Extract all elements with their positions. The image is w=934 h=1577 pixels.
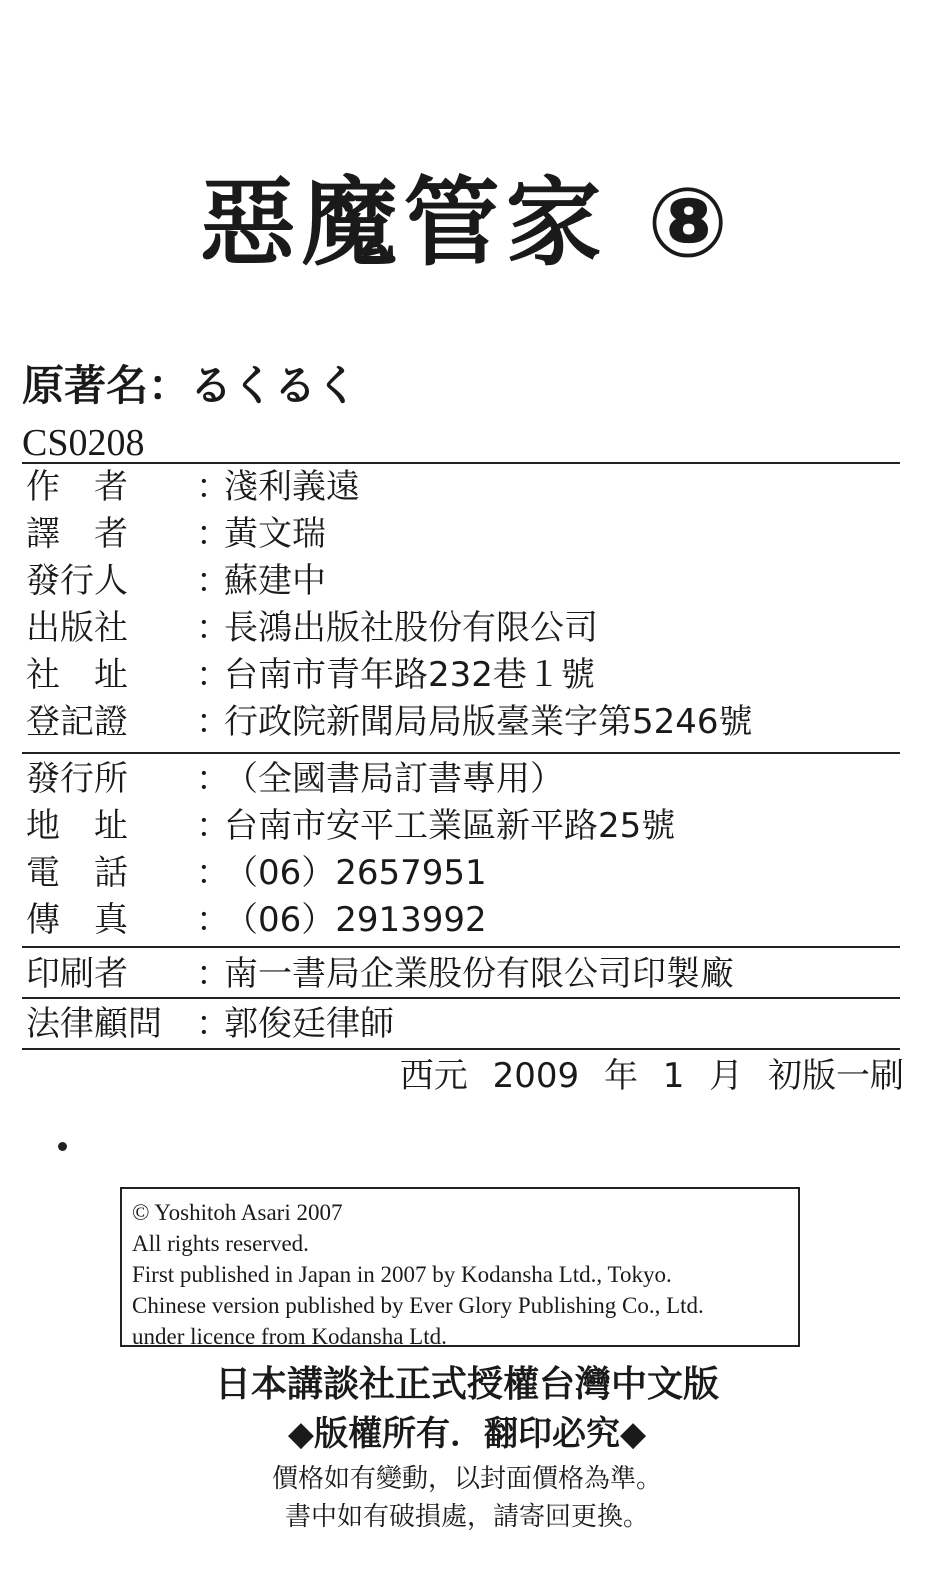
divider <box>22 1048 900 1050</box>
credit-key: 登記證 <box>26 702 128 742</box>
printer-value: 南一書局企業股份有限公司印製廠 <box>224 954 734 994</box>
copyright-line: © Yoshitoh Asari 2007 <box>132 1200 343 1225</box>
credit-row <box>26 511 906 558</box>
credit-value: 黃文瑞 <box>224 514 326 554</box>
copyright-line: All rights reserved. <box>132 1231 309 1256</box>
lawyer-key: 法律顧問 <box>26 1004 162 1044</box>
distribution-value: （06）2913992 <box>224 900 487 940</box>
authorization-notice: 日本講談社正式授權台灣中文版 <box>214 1364 719 1405</box>
distribution-row <box>26 803 906 850</box>
credit-row <box>26 652 906 699</box>
divider <box>22 997 900 999</box>
colon: ： <box>196 467 230 507</box>
credit-value: 行政院新聞局局版臺業字第5246號 <box>224 702 753 742</box>
printer-row <box>26 951 906 998</box>
distribution-row <box>26 850 906 897</box>
rights-notice: ◆版權所有．翻印必究◆ <box>287 1414 647 1454</box>
divider <box>22 946 900 948</box>
copyright-box <box>120 1187 800 1347</box>
credit-row <box>26 699 906 746</box>
colon: ： <box>196 806 230 846</box>
credit-row <box>26 558 906 605</box>
credit-key: 作 者 <box>26 467 128 507</box>
distribution-row <box>26 756 906 803</box>
printer-key: 印刷者 <box>26 954 128 994</box>
credits-block <box>26 464 906 746</box>
copyright-line: First published in Japan in 2007 by Kodansha Ltd., Tokyo. <box>132 1262 672 1287</box>
colon: ： <box>196 853 230 893</box>
colon: ： <box>196 655 230 695</box>
colon: ： <box>196 702 230 742</box>
credit-value: 淺利義遠 <box>224 467 360 507</box>
credit-row <box>26 605 906 652</box>
distribution-value: 台南市安平工業區新平路25號 <box>224 806 676 846</box>
price-note: 價格如有變動，以封面價格為準。 <box>271 1464 662 1494</box>
credit-value: 台南市青年路232巷１號 <box>224 655 595 695</box>
distribution-block <box>26 756 906 944</box>
distribution-value: （全國書局訂書專用） <box>224 759 564 799</box>
credit-value: 蘇建中 <box>224 561 326 601</box>
distribution-value: （06）2657951 <box>224 853 487 893</box>
copyright-line: under licence from Kodansha Ltd. <box>132 1324 447 1349</box>
catalog-code: CS0208 <box>22 422 145 464</box>
colon: ： <box>196 759 230 799</box>
edition-date: 西元 2009 年 1 月 初版一刷 <box>399 1056 904 1096</box>
credit-key: 出版社 <box>26 608 128 648</box>
distribution-key: 電 話 <box>26 853 128 893</box>
distribution-key: 發行所 <box>26 759 128 799</box>
credit-value: 長鴻出版社股份有限公司 <box>224 608 598 648</box>
divider <box>22 752 900 754</box>
printer-block <box>26 951 906 998</box>
book-title: 惡魔管家 ⑧ <box>199 167 735 279</box>
colon: ： <box>196 900 230 940</box>
lawyer-block <box>26 1001 906 1048</box>
lawyer-value: 郭俊廷律師 <box>224 1004 394 1044</box>
damage-note: 書中如有破損處，請寄回更換。 <box>284 1502 649 1532</box>
distribution-key: 地 址 <box>26 806 128 846</box>
colon: ： <box>196 954 230 994</box>
distribution-key: 傳 真 <box>26 900 128 940</box>
lawyer-row <box>26 1001 906 1048</box>
colon: ： <box>196 514 230 554</box>
original-title: 原著名：るくるく <box>22 361 359 410</box>
credit-key: 社 址 <box>26 655 128 695</box>
credit-key: 譯 者 <box>26 514 128 554</box>
colon: ： <box>196 608 230 648</box>
bullet-dot <box>58 1142 67 1151</box>
credit-row <box>26 464 906 511</box>
colon: ： <box>196 1004 230 1044</box>
distribution-row <box>26 897 906 944</box>
colon: ： <box>196 561 230 601</box>
credit-key: 發行人 <box>26 561 128 601</box>
copyright-line: Chinese version published by Ever Glory Publishing Co., Ltd. <box>132 1293 704 1318</box>
